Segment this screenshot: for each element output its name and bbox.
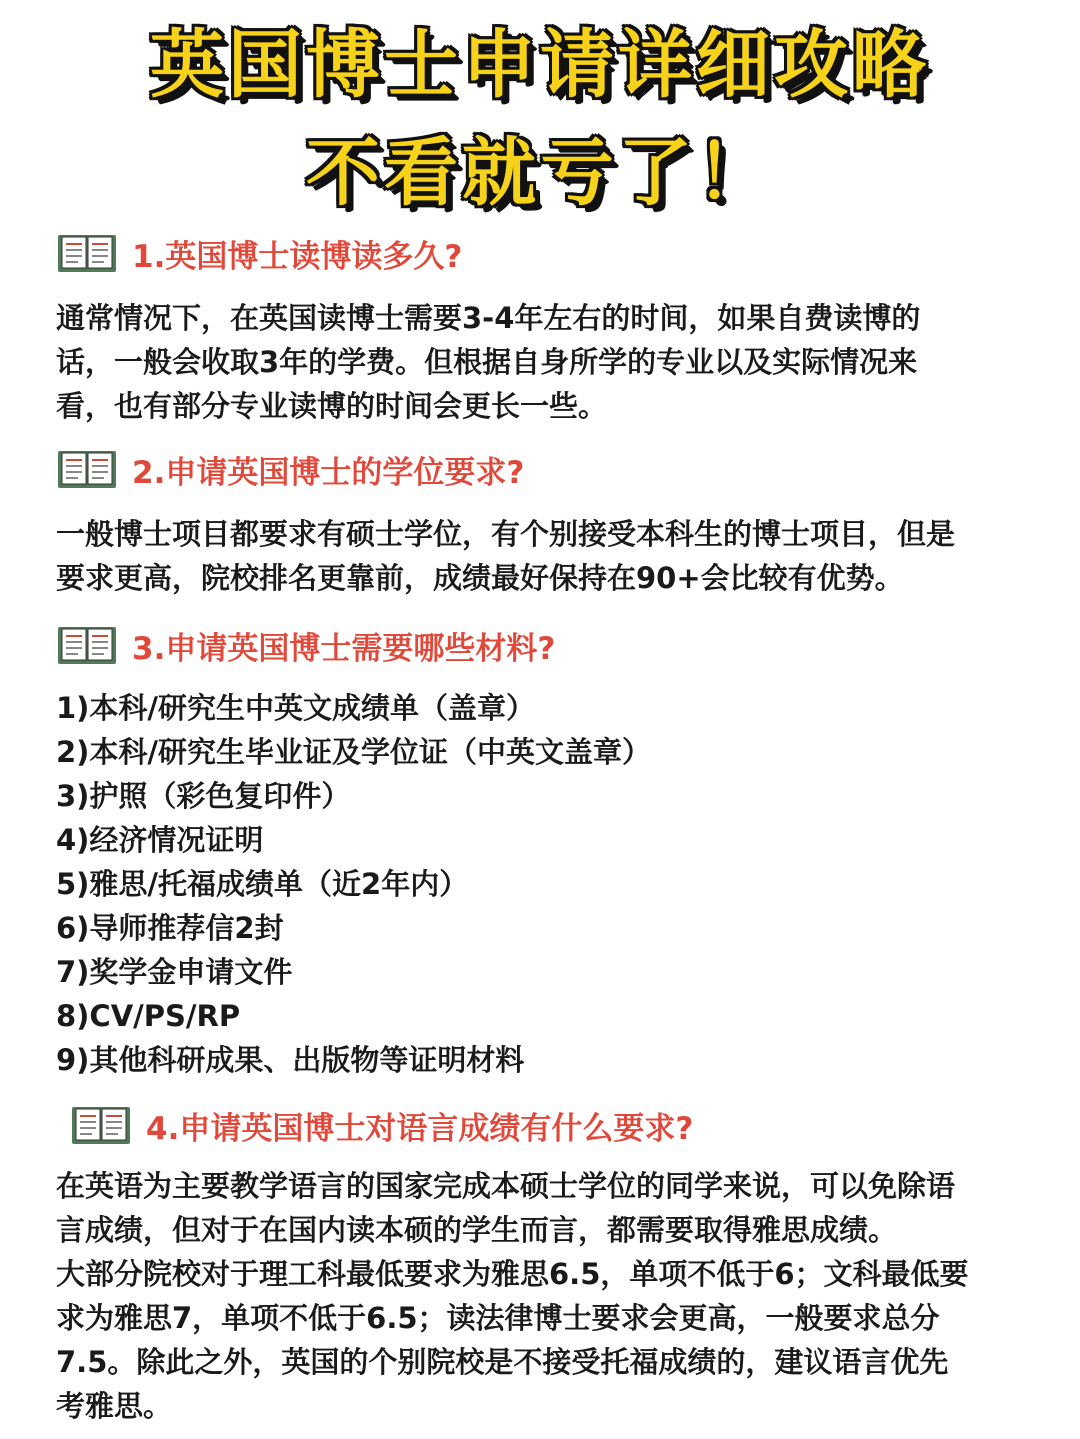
- paragraph-line: 考雅思。: [56, 1389, 173, 1423]
- paragraph-line: 7.5。除此之外，英国的个别院校是不接受托福成绩的，建议语言优先: [56, 1345, 949, 1379]
- section-2-heading: [56, 444, 524, 494]
- paragraph-line: 在英语为主要教学语言的国家完成本硕士学位的同学来说，可以免除语: [56, 1169, 956, 1203]
- page-title-line-1: 英国博士申请详细攻略: [150, 22, 930, 108]
- section-4-paragraph: [56, 1164, 1032, 1428]
- paragraph-line: 一般博士项目都要求有硕士学位，有个别接受本科生的博士项目，但是: [56, 517, 956, 551]
- open-book-icon: [70, 1104, 132, 1146]
- section-3-heading: [56, 620, 555, 670]
- open-book-icon: [56, 448, 118, 490]
- paragraph-line: 大部分院校对于理工科最低要求为雅思6.5，单项不低于6；文科最低要: [56, 1257, 969, 1291]
- open-book-icon: [56, 232, 118, 274]
- materials-list: [56, 686, 1032, 1082]
- section-4-heading: [70, 1100, 693, 1150]
- list-item: 3)护照（彩色复印件）: [56, 779, 351, 813]
- section-1-paragraph: [56, 296, 1032, 428]
- list-item: 2)本科/研究生毕业证及学位证（中英文盖章）: [56, 735, 652, 769]
- list-item: 4)经济情况证明: [56, 823, 264, 857]
- list-item: 7)奖学金申请文件: [56, 955, 293, 989]
- paragraph-line: 要求更高，院校排名更靠前，成绩最好保持在90+会比较有优势。: [56, 561, 904, 595]
- section-heading-text: 3.申请英国博士需要哪些材料?: [132, 630, 556, 667]
- list-item: 9)其他科研成果、出版物等证明材料: [56, 1043, 525, 1077]
- paragraph-line: 言成绩，但对于在国内读本硕的学生而言，都需要取得雅思成绩。: [56, 1213, 898, 1247]
- paragraph-line: 求为雅思7，单项不低于6.5；读法律博士要求会更高，一般要求总分: [56, 1301, 940, 1335]
- list-item: 8)CV/PS/RP: [56, 999, 241, 1033]
- list-item: 6)导师推荐信2封: [56, 911, 284, 945]
- section-heading-text: 2.申请英国博士的学位要求?: [132, 454, 525, 491]
- section-heading-text: 1.英国博士读博读多久?: [132, 238, 463, 275]
- open-book-icon: [56, 624, 118, 666]
- list-item: 1)本科/研究生中英文成绩单（盖章）: [56, 691, 536, 725]
- paragraph-line: 通常情况下，在英国读博士需要3-4年左右的时间，如果自费读博的: [56, 301, 921, 335]
- section-2-paragraph: [56, 512, 1032, 600]
- page-title-line-2: 不看就亏了！: [306, 130, 774, 216]
- section-heading-text: 4.申请英国博士对语言成绩有什么要求?: [146, 1110, 694, 1147]
- list-item: 5)雅思/托福成绩单（近2年内）: [56, 867, 469, 901]
- paragraph-line: 话，一般会收取3年的学费。但根据自身所学的专业以及实际情况来: [56, 345, 918, 379]
- section-1-heading: [56, 228, 462, 278]
- paragraph-line: 看，也有部分专业读博的时间会更长一些。: [56, 389, 608, 423]
